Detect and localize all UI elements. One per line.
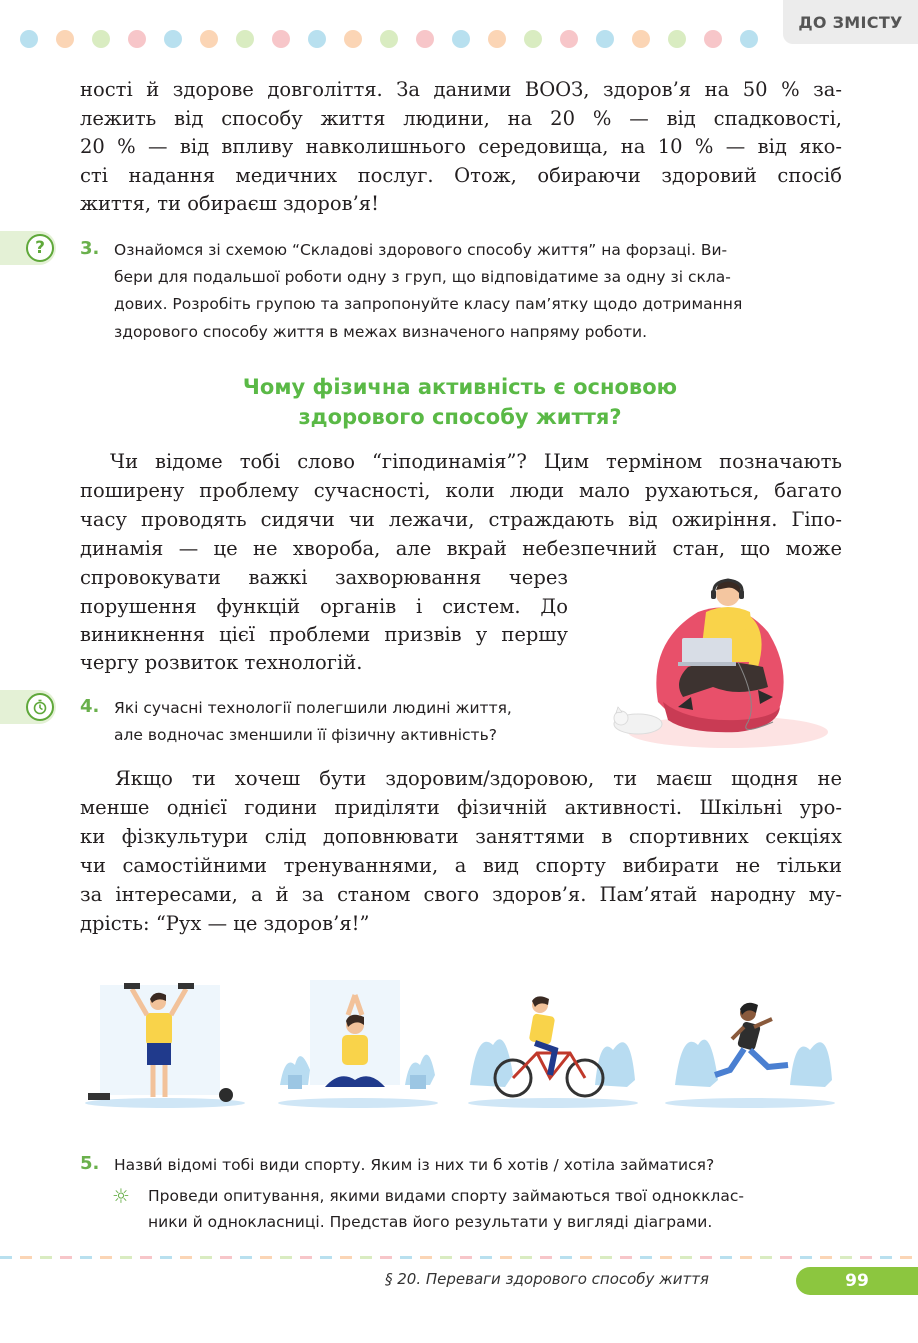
footer-dash (740, 1256, 752, 1259)
footer-dash (320, 1256, 332, 1259)
task-number: 3. (80, 238, 100, 259)
decorative-dot (524, 30, 542, 48)
decorative-dot (452, 30, 470, 48)
footer-dash (580, 1256, 592, 1259)
text-line: часу проводять сидячи чи лежачи, страждають від ожиріння. Гіпо- (80, 508, 842, 531)
footer-dashed-line (0, 1256, 918, 1260)
decorative-dot (236, 30, 254, 48)
decorative-dot (416, 30, 434, 48)
footer-dash (780, 1256, 792, 1259)
decorative-dot (704, 30, 722, 48)
text-line: життя, ти обираєш здоров’я! (80, 192, 379, 215)
decorative-dot (560, 30, 578, 48)
decorative-dot (200, 30, 218, 48)
footer-dash (420, 1256, 432, 1259)
text-line: поширену проблему сучасності, коли люди мало рухаються, багато (80, 479, 842, 502)
decorative-dot (668, 30, 686, 48)
text-line: за інтересами, а й за станом свого здоров’я. Пам’ятай народну му- (80, 883, 842, 906)
decorative-dot (740, 30, 758, 48)
task-line: Які сучасні технології полегшили людині життя, (114, 699, 512, 717)
task-number: 5. (80, 1153, 100, 1174)
decorative-dot-row (20, 30, 780, 50)
decorative-dot (128, 30, 146, 48)
table-of-contents-button[interactable]: ДО ЗМІСТУ (783, 0, 918, 44)
footer-dash (880, 1256, 892, 1259)
footer-dash (700, 1256, 712, 1259)
task-number: 4. (80, 696, 100, 717)
task-line: бери для подальшої роботи одну з груп, що відповідатиме за одну зі скла- (114, 268, 731, 286)
cycling-illustration (465, 975, 640, 1110)
footer-dash (100, 1256, 112, 1259)
task-line: Ознайомся зі схемою “Складові здорового способу життя” на форзаці. Ви- (114, 241, 728, 259)
footer-dash (480, 1256, 492, 1259)
page-number: 99 (796, 1267, 918, 1295)
footer-dash (460, 1256, 472, 1259)
decorative-dot (164, 30, 182, 48)
task-line: дових. Розробіть групою та запропонуйте класу пам’ятку щодо дотримання (114, 295, 743, 313)
footer-dash (620, 1256, 632, 1259)
footer-dash (260, 1256, 272, 1259)
decorative-dot (488, 30, 506, 48)
task-line: але водночас зменшили її фізичну активність? (114, 726, 497, 744)
stopwatch-icon (26, 693, 54, 721)
footer-dash (560, 1256, 572, 1259)
text-line: сті надання медичних послуг. Отож, обираючи здоровий спосіб (80, 163, 842, 187)
text-line: ки фізкультури слід доповнювати заняттями в спортивних секціях (80, 825, 842, 848)
decorative-dot (92, 30, 110, 48)
footer-dash (160, 1256, 172, 1259)
footer-dash (280, 1256, 292, 1259)
decorative-dot (344, 30, 362, 48)
footer-dash (220, 1256, 232, 1259)
footer-dash (40, 1256, 52, 1259)
text-line: Чи відоме тобі слово “гіподинамія”? Цим терміном позначають (110, 450, 842, 473)
footer-dash (200, 1256, 212, 1259)
text-line: менше однієї години приділяти фізичній активності. Шкільні уро- (80, 796, 842, 819)
footer-dash (760, 1256, 772, 1259)
decorative-dot (380, 30, 398, 48)
task-line: Назви́ відомі тобі види спорту. Яким із них ти б хотів / хотіла займатися? (114, 1156, 715, 1174)
text-line: лежить від способу життя людини, на 20 % — від спадковості, (80, 106, 842, 130)
footer-dash (840, 1256, 852, 1259)
person-on-beanbag-illustration (588, 572, 828, 752)
footer-dash (0, 1256, 12, 1259)
footer-dash (860, 1256, 872, 1259)
footer-dash (60, 1256, 72, 1259)
footer-dash (400, 1256, 412, 1259)
footer-dash (900, 1256, 912, 1259)
text-line: чергу розвиток технологій. (80, 651, 363, 674)
footer-dash (600, 1256, 612, 1259)
footer-dash (520, 1256, 532, 1259)
footer-dash (340, 1256, 352, 1259)
text-line: 20 % — від впливу навколишнього середовища, на 10 % — від яко- (80, 135, 842, 158)
footer-dash (640, 1256, 652, 1259)
footer-dash (500, 1256, 512, 1259)
section-title-line: здорового способу життя? (298, 405, 622, 429)
footer-dash (240, 1256, 252, 1259)
decorative-dot (308, 30, 326, 48)
text-line: дрість: “Рух — це здоров’я!” (80, 912, 370, 935)
footer-dash (20, 1256, 32, 1259)
footer-dash (680, 1256, 692, 1259)
text-line: порушення функцій органів і систем. До (80, 595, 568, 618)
footer-dash (120, 1256, 132, 1259)
decorative-dot (20, 30, 38, 48)
yoga-meditation-illustration (270, 975, 445, 1110)
footer-dash (180, 1256, 192, 1259)
text-line: динамія — це не хвороба, але вкрай небезпечний стан, що може (80, 537, 842, 560)
decorative-dot (272, 30, 290, 48)
footer-dash (540, 1256, 552, 1259)
section-title (110, 372, 810, 432)
section-title-line: Чому фізична активність є основою (242, 375, 678, 399)
task-line: ники й однокласниці. Представ його результати у вигляді діаграми. (148, 1213, 713, 1231)
footer-dash (660, 1256, 672, 1259)
running-illustration (660, 975, 840, 1110)
footer-dash (140, 1256, 152, 1259)
text-line: ності й здорове довголіття. За даними ВООЗ, здоров’я на 50 % за- (80, 78, 842, 101)
question-icon: ? (26, 234, 54, 262)
footer-dash (360, 1256, 372, 1259)
decorative-dot (632, 30, 650, 48)
sun-icon: ☼ (112, 1184, 130, 1208)
footer-dash (300, 1256, 312, 1259)
text-line: чи самостійними тренуваннями, а вид спорту вибирати не тільки (80, 854, 842, 877)
footer-dash (800, 1256, 812, 1259)
footer-section-title: § 20. Переваги здорового способу життя (385, 1270, 709, 1288)
footer-dash (380, 1256, 392, 1259)
footer-dash (80, 1256, 92, 1259)
footer-dash (820, 1256, 832, 1259)
task-line: Проведи опитування, якими видами спорту займаються твої однокклас- (148, 1187, 744, 1205)
decorative-dot (56, 30, 74, 48)
footer-dash (440, 1256, 452, 1259)
dumbbells-workout-illustration (80, 975, 250, 1110)
text-line: Якщо ти хочеш бути здоровим/здоровою, ти маєш щодня не (115, 767, 842, 790)
text-line: виникнення цієї проблеми призвів у першу (80, 623, 568, 646)
decorative-dot (596, 30, 614, 48)
text-line: спровокувати важкі захворювання через (80, 566, 568, 589)
footer-dash (720, 1256, 732, 1259)
task-line: здорового способу життя в межах визначеного напряму роботи. (114, 323, 648, 341)
